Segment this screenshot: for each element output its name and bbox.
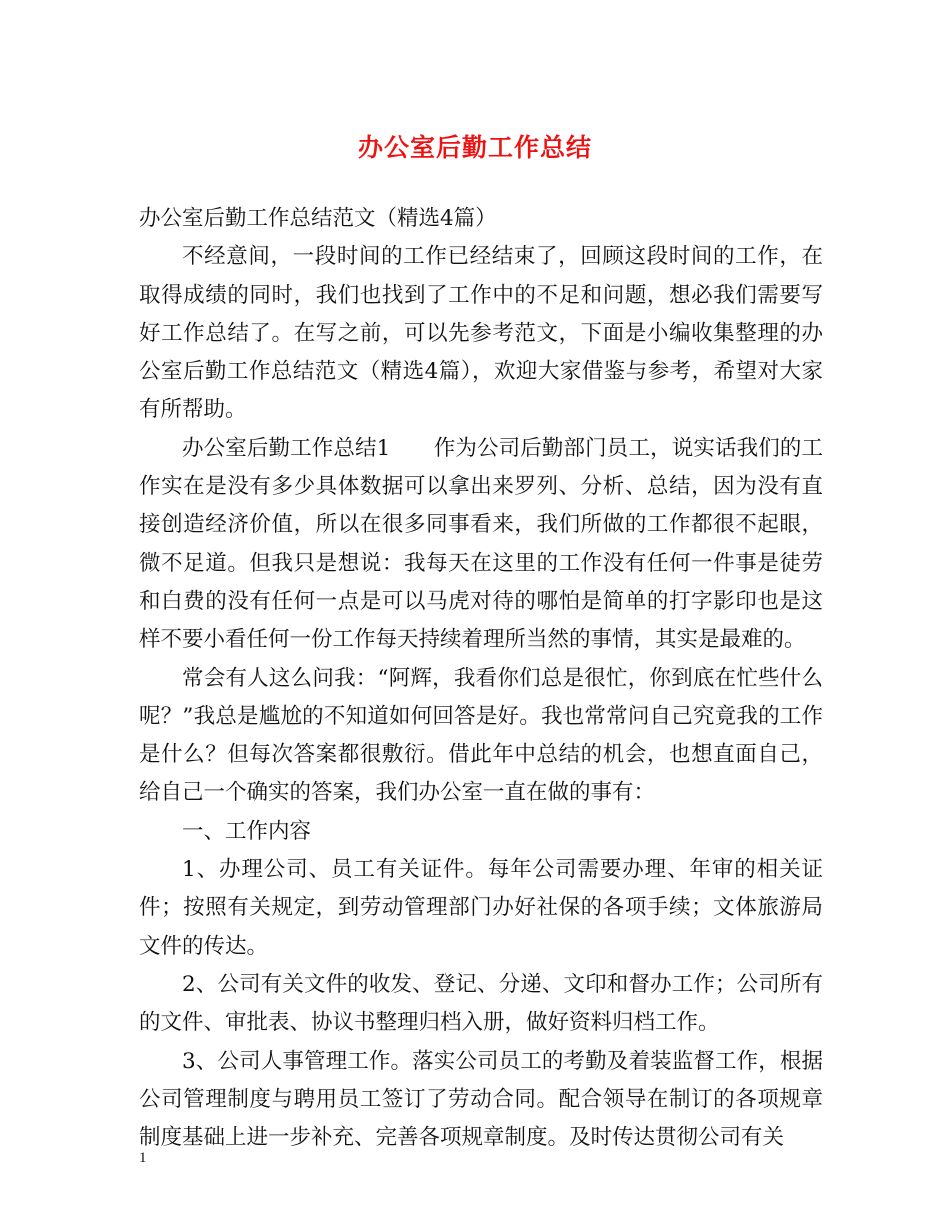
document-title: 办公室后勤工作总结: [357, 133, 592, 162]
document-body: [139, 200, 823, 1157]
summary-one-paragraph: 办公室后勤工作总结1 作为公司后勤部门员工，说实话我们的工作实在是没有多少具体数据可以拿出来罗列、分析、总结，因为没有直接创造经济价值，所以在很多同事看来，我们所做的工作都很不起眼，微不足道。但我只是想说：我每天在这里的工作没有任何一件事是徒劳和白费的没有任何一点是可以马虎对待的哪怕是简单的打字影印也是这样不要小看任何一份工作每天持续着理所当然的事情，其实是最难的。: [139, 435, 823, 653]
section-heading: 一、工作内容: [182, 818, 312, 844]
list-item-3: 3、公司人事管理工作。落实公司员工的考勤及着装监督工作，根据公司管理制度与聘用员工签订了劳动合同。配合领导在制订的各项规章制度基础上进一步补充、完善各项规章制度。及时传达贯彻公司有关: [139, 1048, 823, 1151]
intro-paragraph: 不经意间，一段时间的工作已经结束了，回顾这段时间的工作，在取得成绩的同时，我们也找到了工作中的不足和问题，想必我们需要写好工作总结了。在写之前，可以先参考范文，下面是小编收集整理的办公室后勤工作总结范文（精选4篇），欢迎大家借鉴与参考，希望对大家有所帮助。: [139, 244, 823, 423]
question-paragraph: 常会有人这么问我：“阿辉，我看你们总是很忙，你到底在忙些什么呢？”我总是尴尬的不知道如何回答是好。我也常常问自己究竟我的工作是什么？但每次答案都很敷衍。借此年中总结的机会，也想直面自己，给自己一个确实的答案，我们办公室一直在做的事有：: [139, 665, 823, 806]
list-item-2: 2、公司有关文件的收发、登记、分递、文印和督办工作；公司所有的文件、审批表、协议书整理归档入册，做好资料归档工作。: [139, 971, 823, 1036]
list-item-1: 1、办理公司、员工有关证件。每年公司需要办理、年审的相关证件；按照有关规定，到劳动管理部门办好社保的各项手续；文体旅游局文件的传达。: [139, 857, 823, 959]
subtitle-paragraph: 办公室后勤工作总结范文（精选4篇）: [139, 206, 497, 231]
page-number: 1: [139, 1150, 147, 1166]
